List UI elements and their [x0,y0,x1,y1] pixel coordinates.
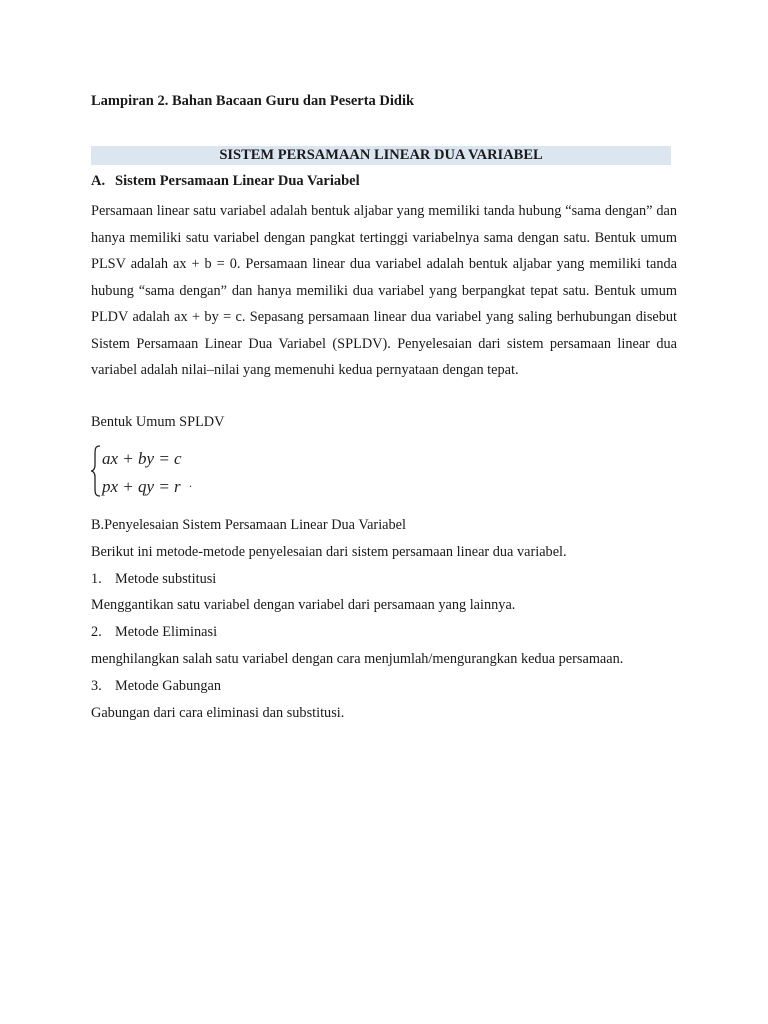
document-title: SISTEM PERSAMAAN LINEAR DUA VARIABEL [91,146,671,165]
equation-line-1: ax + by = c [102,449,182,468]
section-b-number: B. [91,517,105,533]
method-name: Metode substitusi [115,571,217,587]
method-number: 2. [91,624,102,640]
section-a-paragraph: Persamaan linear satu variabel adalah bentuk aljabar yang memiliki tanda hubung “sama dengan” dan hanya memiliki satu variabel dengan pangkat tertinggi variabelnya sama dengan satu. Bentuk umum PLSV adalah ax + b = 0. Persamaan linear dua variabel adalah bentuk aljabar yang memiliki tanda hubung “sama dengan” dan hanya memiliki dua variabel yang berpangkat tepat satu. Bentuk umum PLDV adalah ax + by = c. Sepasang persamaan linear dua variabel yang saling berhubungan disebut Sistem Persamaan Linear Dua Variabel (SPLDV). Penyelesaian dari sistem persamaan linear dua variabel adalah nilai–nilai yang memenuhi kedua pernyataan dengan tepat. [91,203,677,378]
method-item-3 [91,678,221,695]
method-number: 3. [91,678,102,694]
method-name: Metode Gabungan [115,678,222,694]
section-b-heading [91,517,406,534]
method-item-2 [91,624,217,641]
section-a-number: A. [91,173,106,189]
spldv-equation [90,443,200,499]
equation-line-2: px + qy = r [102,477,181,496]
method-name: Metode Eliminasi [115,624,218,640]
method-description-1: Menggantikan satu variabel dengan variabel dari persamaan yang lainnya. [91,597,516,613]
left-brace [91,446,100,496]
method-description-3: Gabungan dari cara eliminasi dan substitusi. [91,705,345,721]
equation-trailing-dot: . [189,476,192,490]
section-a-title: Sistem Persamaan Linear Dua Variabel [115,173,360,189]
section-a-heading [91,173,360,190]
appendix-heading: Lampiran 2. Bahan Bacaan Guru dan Peserta Didik [91,93,415,109]
method-description-2: menghilangkan salah satu variabel dengan cara menjumlah/mengurangkan kedua persamaan. [91,651,624,667]
methods-intro: Berikut ini metode-metode penyelesaian dari sistem persamaan linear dua variabel. [91,544,567,560]
general-form-label: Bentuk Umum SPLDV [91,414,225,430]
section-b-title: Penyelesaian Sistem Persamaan Linear Dua Variabel [104,517,406,533]
method-number: 1. [91,571,102,587]
method-item-1 [91,571,216,588]
